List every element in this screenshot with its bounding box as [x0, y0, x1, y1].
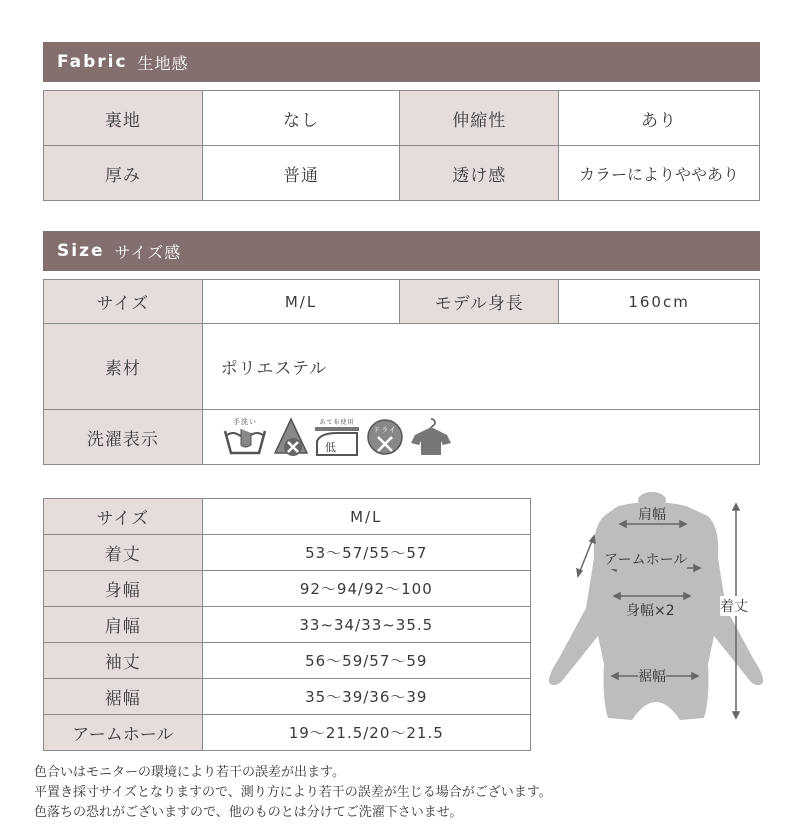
svg-text:ドライ: ドライ: [372, 426, 397, 434]
measure-row-value: 92〜94/92〜100: [202, 571, 530, 607]
table-row: [44, 91, 760, 146]
fabric-title-jp: 生地感: [137, 53, 189, 73]
fabric-table: [43, 90, 760, 201]
measure-row-label: 袖丈: [44, 643, 203, 679]
care-label: 洗濯表示: [44, 410, 203, 465]
care-icons-cell: [202, 410, 759, 465]
fabric-section-header: [43, 42, 760, 82]
measure-row-label: 身幅: [44, 571, 203, 607]
measure-row-label: アームホール: [44, 715, 203, 751]
table-row: [44, 324, 760, 410]
fabric-title-en: Fabric: [57, 52, 128, 72]
measure-row-value: 19〜21.5/20〜21.5: [202, 715, 530, 751]
measure-row-label: 着丈: [44, 535, 203, 571]
hang-dry-icon: [409, 415, 453, 459]
measure-row-value: 56〜59/57〜59: [202, 643, 530, 679]
svg-text:低: 低: [324, 441, 337, 454]
notes: [34, 763, 552, 823]
size-info-table: [43, 279, 760, 465]
measure-header-label: サイズ: [44, 499, 203, 535]
fabric-value-stretch: あり: [559, 91, 760, 146]
figure-label-shoulder: 肩幅: [638, 507, 666, 523]
table-row: [44, 643, 531, 679]
fabric-label-sheer: 透け感: [400, 146, 559, 201]
hand-wash-icon: [221, 415, 269, 459]
model-height-label: モデル身長: [400, 280, 559, 324]
measure-row-label: 肩幅: [44, 607, 203, 643]
fabric-value-thickness: 普通: [202, 146, 400, 201]
measure-header-value: M/L: [202, 499, 530, 535]
no-dry-clean-icon: [365, 415, 405, 459]
measure-row-value: 33~34/33~35.5: [202, 607, 530, 643]
table-row: [44, 146, 760, 201]
material-value: ポリエステル: [202, 324, 759, 410]
figure-label-length: 着丈: [720, 596, 748, 616]
table-row: [44, 679, 531, 715]
fabric-label-stretch: 伸縮性: [400, 91, 559, 146]
model-height-value: 160cm: [559, 280, 760, 324]
fabric-value-lining: なし: [202, 91, 400, 146]
note-line: 色落ちの恐れがございますので、他のものとは分けてご洗濯下さいませ。: [34, 805, 463, 820]
figure-label-hem: 裾幅: [638, 666, 666, 686]
table-row: [44, 571, 531, 607]
size-value: M/L: [202, 280, 400, 324]
table-row: [44, 410, 760, 465]
low-iron-icon: [313, 415, 361, 459]
table-row: [44, 499, 531, 535]
size-title-en: Size: [57, 241, 105, 261]
note-line: 色合いはモニターの環境により若干の誤差が出ます。: [34, 765, 345, 780]
material-label: 素材: [44, 324, 203, 410]
measure-row-value: 35〜39/36〜39: [202, 679, 530, 715]
measure-row-label: 裾幅: [44, 679, 203, 715]
no-bleach-icon: [273, 415, 309, 459]
table-row: [44, 280, 760, 324]
fabric-label-thickness: 厚み: [44, 146, 203, 201]
svg-text:手洗い: 手洗い: [232, 418, 257, 426]
size-section-header: [43, 231, 760, 271]
fabric-value-sheer: カラーによりややあり: [559, 146, 760, 201]
svg-text:あて布使用: あて布使用: [319, 419, 355, 426]
measurement-table: [43, 498, 531, 751]
garment-measurement-figure: [540, 488, 780, 728]
size-label: サイズ: [44, 280, 203, 324]
table-row: [44, 715, 531, 751]
figure-label-chest: 身幅×2: [626, 603, 675, 619]
measure-row-value: 53〜57/55〜57: [202, 535, 530, 571]
note-line: 平置き採寸サイズとなりますので、測り方により若干の誤差が生じる場合がございます。: [34, 785, 552, 800]
figure-label-armhole: アームホール: [604, 549, 687, 569]
table-row: [44, 535, 531, 571]
table-row: [44, 607, 531, 643]
fabric-label-lining: 裏地: [44, 91, 203, 146]
size-title-jp: サイズ感: [114, 242, 182, 262]
